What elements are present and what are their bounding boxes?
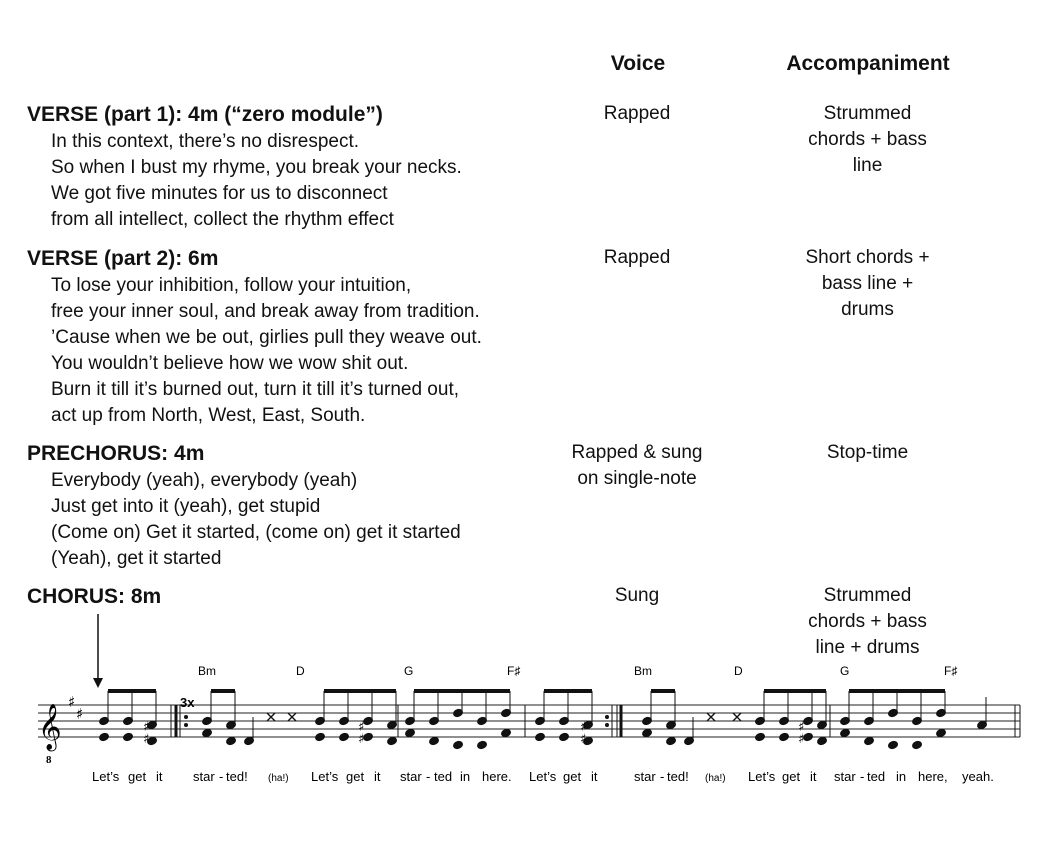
score-lyric: get xyxy=(346,769,365,784)
treble-clef-icon: 𝄞 xyxy=(38,704,62,750)
accompaniment-text: Stop-time xyxy=(826,442,909,463)
accompaniment-text: bass line + xyxy=(821,273,914,294)
note-head xyxy=(779,732,790,742)
note-head xyxy=(535,732,546,742)
score-lyric: Let’s xyxy=(311,769,339,784)
lyric-line: In this context, there’s no disrespect. xyxy=(51,131,360,152)
score-lyric: - xyxy=(219,769,224,784)
voice-cell xyxy=(547,101,727,127)
sharp-accidental: ♯ xyxy=(358,720,365,735)
score-lyric: get xyxy=(563,769,582,784)
section-title: VERSE (part 1): 4m (“zero module”) xyxy=(27,103,383,126)
chord-label: F♯ xyxy=(944,664,958,678)
lyric-line: free your inner soul, and break away from tradition. xyxy=(51,301,480,322)
lyric-line: act up from North, West, East, South. xyxy=(51,405,366,426)
key-signature-sharp: ♯ xyxy=(76,705,84,723)
score-lyric: in xyxy=(896,769,907,784)
accompaniment-text: line xyxy=(852,155,883,176)
chord-label: Bm xyxy=(634,664,652,678)
score-lyric: ted! xyxy=(667,769,689,784)
voice-cell xyxy=(547,245,727,271)
score-lyric: here, xyxy=(918,769,948,784)
score-lyric: ted! xyxy=(226,769,248,784)
score-lyric: Let’s xyxy=(529,769,557,784)
note-head xyxy=(840,728,851,738)
chord-symbols xyxy=(198,664,957,678)
chord-label: F♯ xyxy=(507,664,521,678)
score-lyric: Let’s xyxy=(92,769,120,784)
score-lyric: get xyxy=(128,769,147,784)
lyric-line: You wouldn’t believe how we wow shit out. xyxy=(51,353,409,374)
note-head xyxy=(559,732,570,742)
score-lyric: ted xyxy=(867,769,886,784)
column-header-accompaniment: Accompaniment xyxy=(786,52,950,75)
arrow-down-icon xyxy=(93,614,103,688)
note-head xyxy=(429,736,440,746)
note-head xyxy=(99,732,110,742)
sharp-accidental: ♯ xyxy=(580,732,587,747)
score-lyric: - xyxy=(860,769,865,784)
score-lyric: star xyxy=(834,769,856,784)
note-head xyxy=(405,728,416,738)
section-title: CHORUS: 8m xyxy=(27,585,162,608)
score-lyric: it xyxy=(810,769,817,784)
voice-text: Sung xyxy=(614,585,660,606)
clef-octave-mark: 8 xyxy=(46,754,52,766)
score-lyric: - xyxy=(660,769,665,784)
score-lyrics xyxy=(92,769,994,784)
voice-text: Rapped xyxy=(603,247,671,268)
note-head xyxy=(202,728,213,738)
voice-text: on single-note xyxy=(577,468,697,489)
score-lyric: (ha!) xyxy=(268,773,289,784)
sharp-accidental: ♯ xyxy=(798,732,805,747)
note-head xyxy=(936,728,947,738)
note-head xyxy=(501,728,512,738)
section-verse-2 xyxy=(27,245,1027,429)
accompaniment-text: drums xyxy=(841,299,894,320)
repeat-count: 3x xyxy=(180,695,195,710)
note-head xyxy=(666,736,677,746)
score-lyric: (ha!) xyxy=(705,773,726,784)
note-head xyxy=(912,740,923,750)
section-title: VERSE (part 2): 6m xyxy=(27,247,219,270)
score-lyric: Let’s xyxy=(748,769,776,784)
lyric-line: Just get into it (yeah), get stupid xyxy=(51,496,321,517)
note-head xyxy=(888,740,899,750)
score-lyric: ted xyxy=(434,769,453,784)
voice-text: Rapped xyxy=(603,103,671,124)
note-head xyxy=(817,736,828,746)
lyric-line: (Come on) Get it started, (come on) get it started xyxy=(51,522,461,543)
chord-label: G xyxy=(404,664,414,678)
note-head xyxy=(755,732,766,742)
chord-label: G xyxy=(840,664,850,678)
accompaniment-text: Strummed xyxy=(823,585,912,606)
accompaniment-cell xyxy=(785,440,950,466)
lyric-line: Burn it till it’s burned out, turn it till it’s turned out, xyxy=(51,379,459,400)
score-lyric: here. xyxy=(482,769,512,784)
note-head xyxy=(453,740,464,750)
accompaniment-text: Short chords + xyxy=(805,247,930,268)
score-lyric: yeah. xyxy=(962,769,994,784)
sharp-accidental: ♯ xyxy=(358,732,365,747)
note-group xyxy=(99,691,988,750)
lyric-line: We got five minutes for us to disconnect xyxy=(51,183,388,204)
sharp-accidental: ♯ xyxy=(143,732,150,747)
note-head xyxy=(477,740,488,750)
sharp-accidental: ♯ xyxy=(143,720,150,735)
section-verse-1 xyxy=(27,101,1027,233)
lyric-line: To lose your inhibition, follow your intuition, xyxy=(51,275,412,296)
score-lyric: star xyxy=(634,769,656,784)
accompaniment-text: Strummed xyxy=(823,103,912,124)
lyric-line: Everybody (yeah), everybody (yeah) xyxy=(51,470,358,491)
chord-label: D xyxy=(296,664,305,678)
note-head xyxy=(387,736,398,746)
lyric-line: ’Cause when we be out, girlies pull they weave out. xyxy=(51,327,482,348)
score-lyric: it xyxy=(156,769,163,784)
accompaniment-cell xyxy=(785,245,950,323)
voice-cell xyxy=(547,440,727,492)
score-lyric: it xyxy=(591,769,598,784)
accompaniment-text: chords + bass xyxy=(808,611,927,632)
score-lyric: in xyxy=(460,769,471,784)
accompaniment-cell xyxy=(785,101,950,179)
section-title: PRECHORUS: 4m xyxy=(27,442,205,465)
note-head xyxy=(226,736,237,746)
voice-text: Rapped & sung xyxy=(571,442,703,463)
lyric-line: So when I bust my rhyme, you break your necks. xyxy=(51,157,462,178)
chord-label: Bm xyxy=(198,664,216,678)
sharp-accidental: ♯ xyxy=(580,720,587,735)
sharp-accidental: ♯ xyxy=(798,720,805,735)
score-lyric: - xyxy=(426,769,431,784)
lyric-line: (Yeah), get it started xyxy=(51,548,222,569)
column-header-voice: Voice xyxy=(610,52,666,75)
note-head xyxy=(339,732,350,742)
accompaniment-text: line + drums xyxy=(815,637,920,658)
chord-label: D xyxy=(734,664,743,678)
key-signature-sharp: ♯ xyxy=(68,693,76,711)
note-head xyxy=(642,728,653,738)
score-lyric: star xyxy=(193,769,215,784)
score-lyric: star xyxy=(400,769,422,784)
section-prechorus xyxy=(27,440,1027,572)
note-head xyxy=(315,732,326,742)
score-lyric: it xyxy=(374,769,381,784)
note-head xyxy=(864,736,875,746)
score-lyric: get xyxy=(782,769,801,784)
accompaniment-text: chords + bass xyxy=(808,129,927,150)
music-score xyxy=(0,600,1050,800)
lyric-line: from all intellect, collect the rhythm effect xyxy=(51,209,394,230)
note-head xyxy=(123,732,134,742)
